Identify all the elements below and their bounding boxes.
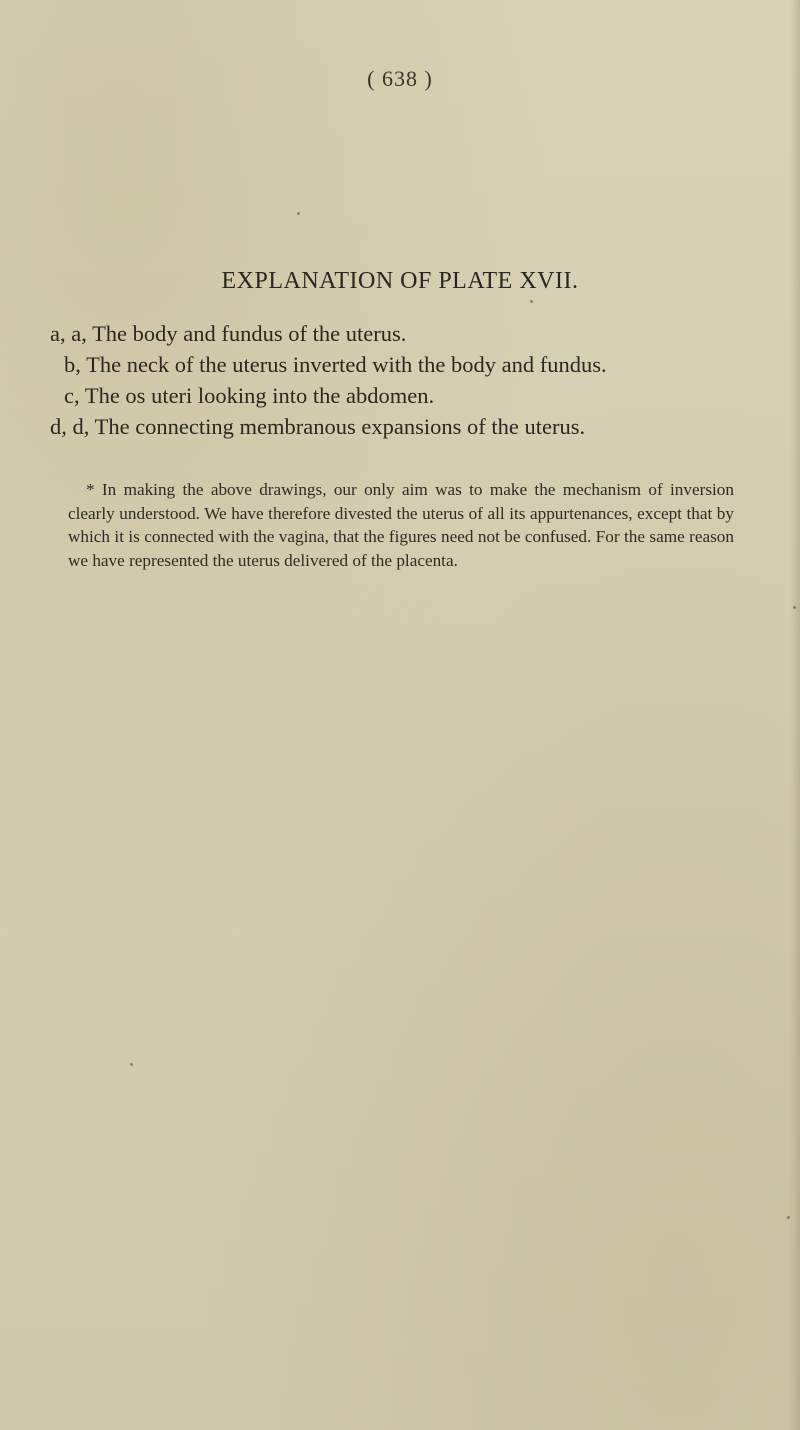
paper-speck bbox=[297, 212, 300, 215]
plate-explanation-list bbox=[50, 318, 770, 442]
list-item: b, The neck of the uterus inverted with the body and fundus. bbox=[64, 352, 607, 377]
paper-speck bbox=[530, 300, 533, 303]
paper-speck bbox=[787, 1216, 790, 1219]
page-number: ( 638 ) bbox=[367, 66, 433, 91]
paper-speck bbox=[793, 606, 796, 609]
list-item: d, d, The connecting membranous expansions of the uterus. bbox=[50, 414, 586, 439]
list-item: a, a, The body and fundus of the uterus. bbox=[50, 321, 407, 346]
page-title: EXPLANATION OF PLATE XVII. bbox=[221, 268, 579, 294]
paper-speck bbox=[130, 1063, 133, 1066]
footnote-text: * In making the above drawings, our only aim was to make the mechanism of inversion clearly understood. We have therefore divested the uterus of all its appurtenances, except that by which it is connected with the vagina, that the figures need not be confused. For the same reason we have represented the uterus delivered of the placenta. bbox=[68, 480, 734, 570]
footnote bbox=[68, 478, 734, 572]
list-item: c, The os uteri looking into the abdomen. bbox=[64, 383, 435, 408]
page-edge-shadow bbox=[790, 0, 800, 1430]
